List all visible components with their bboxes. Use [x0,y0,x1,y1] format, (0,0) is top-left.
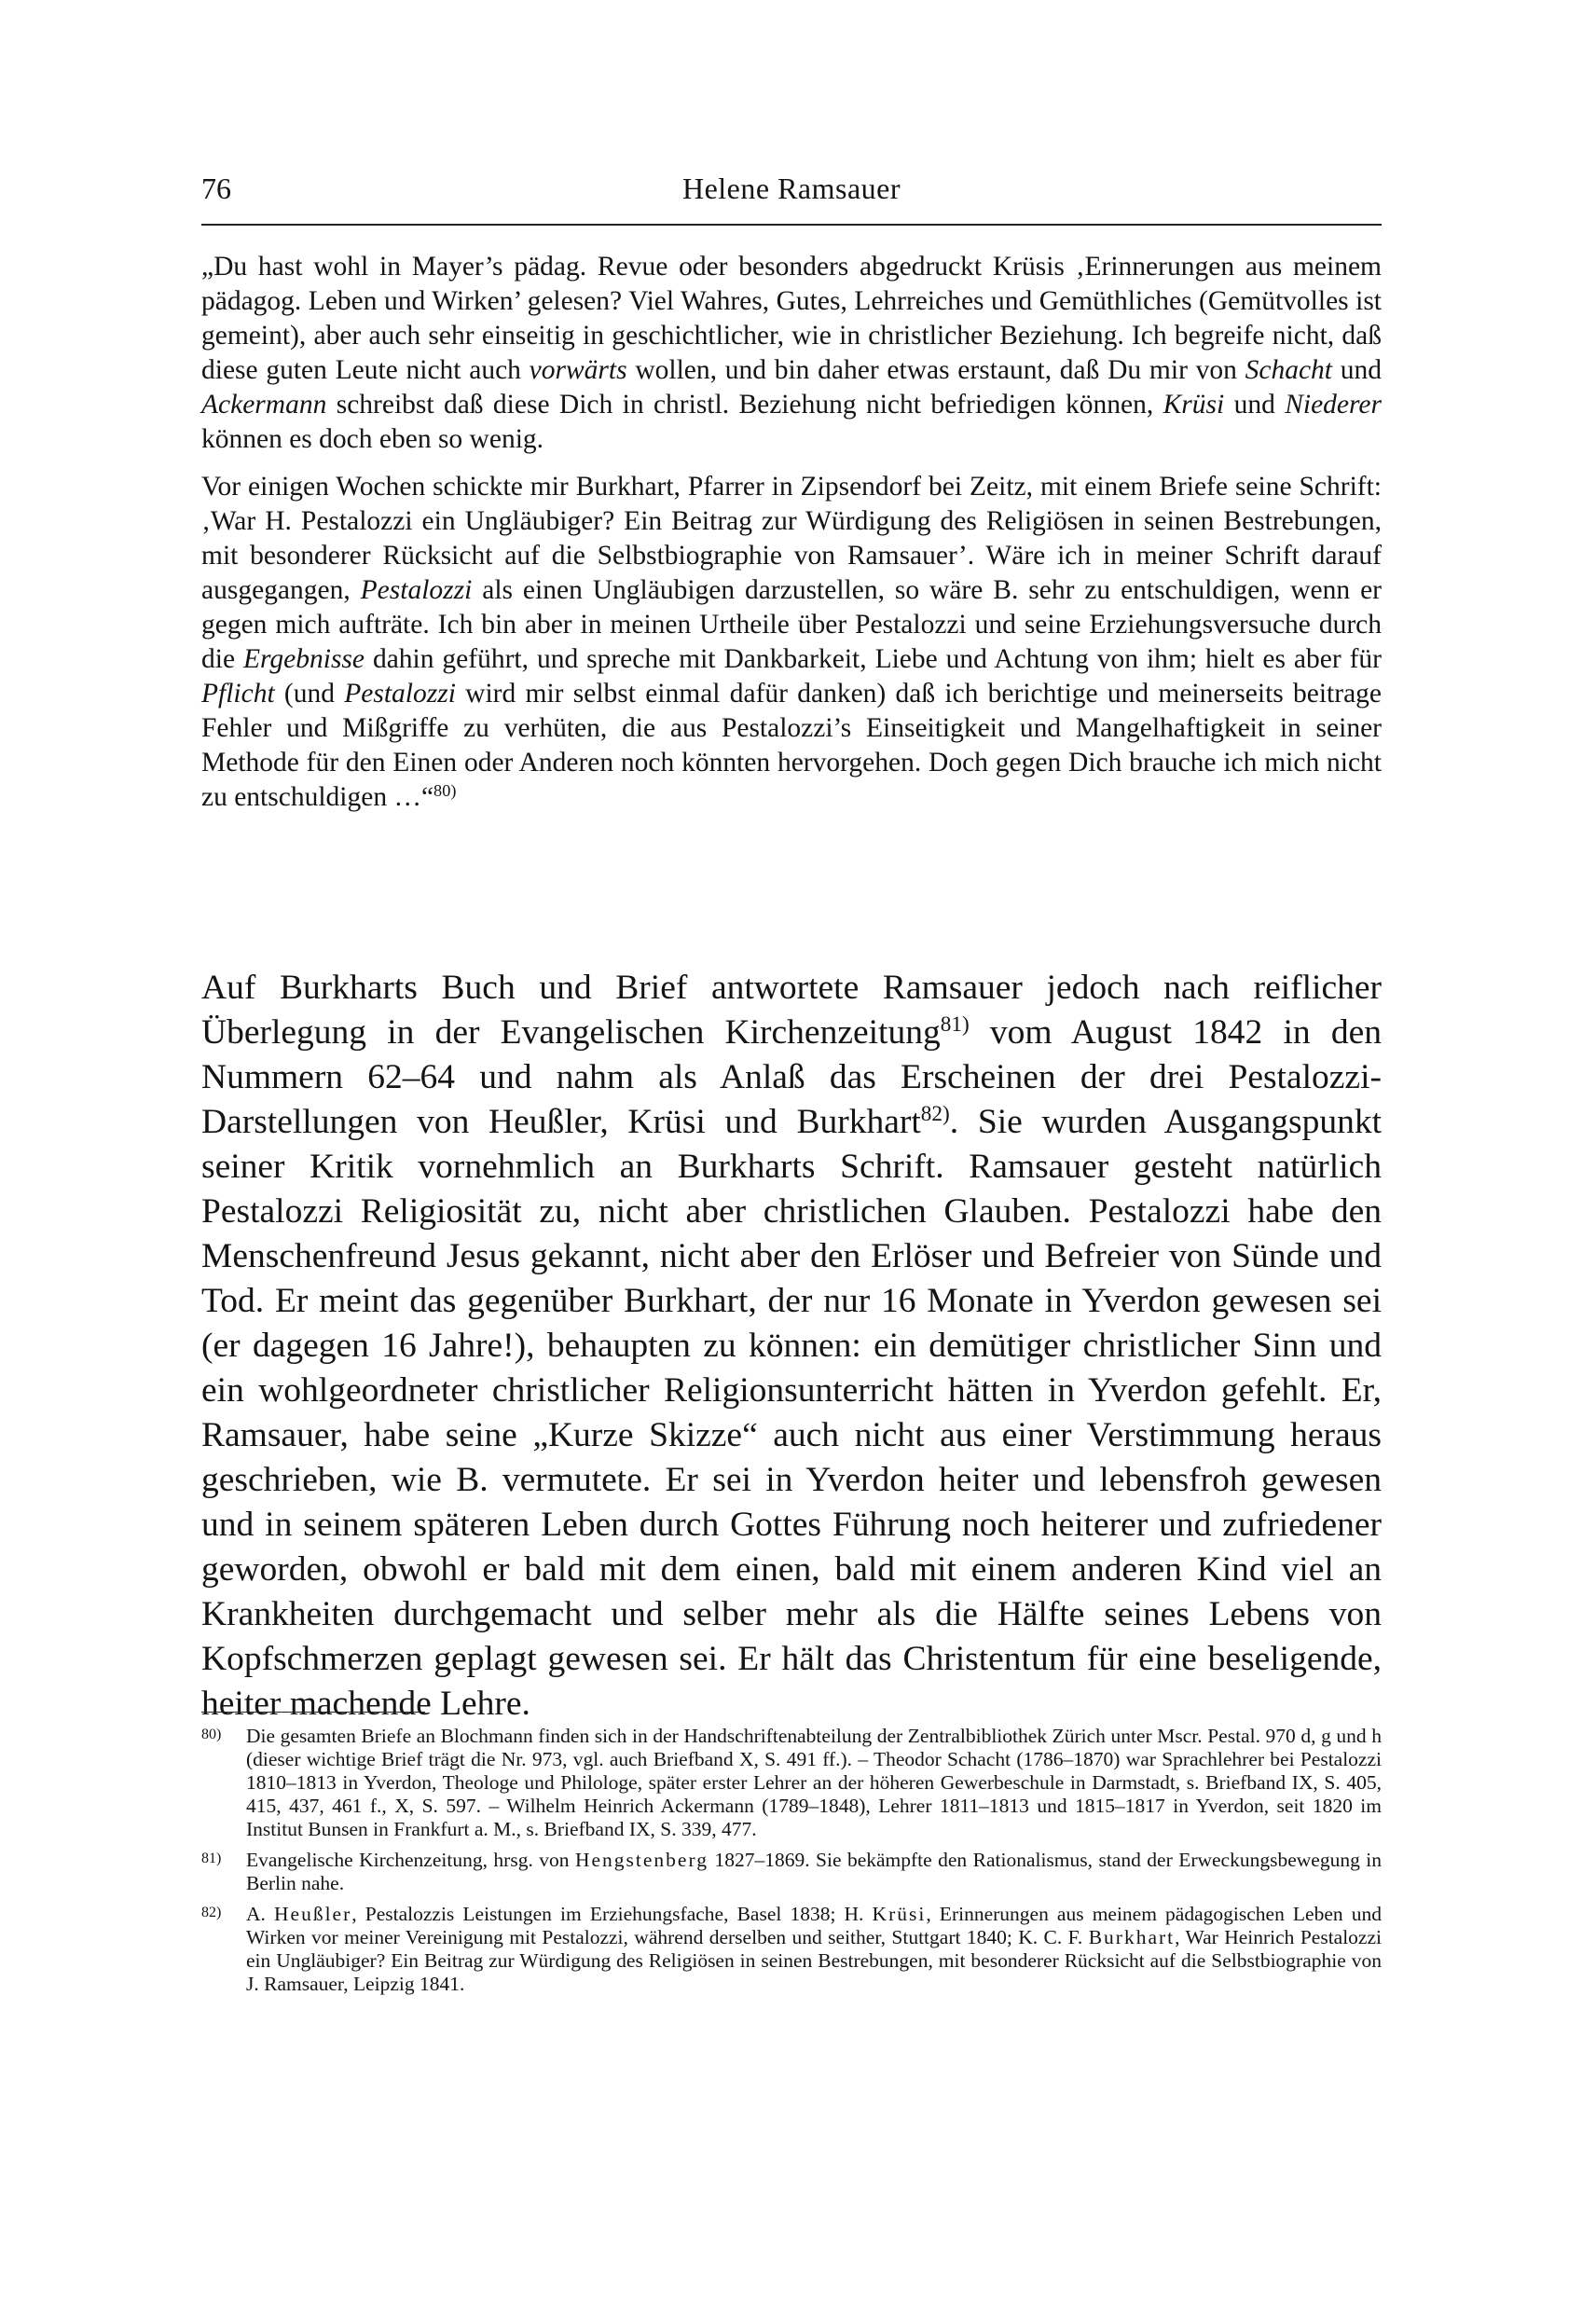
emphasis: Niederer [1285,390,1382,420]
footnote-segment: , War Heinrich Pestalozzi ein Ungläubiger? Ein Beitrag zur Würdigung des Religiösen in seinen Bestrebungen, mit besonderer Rücksicht auf die Selbstbiographie von J. Ramsauer, Leipzig 1841. [246,1926,1382,1995]
block-quote [201,250,1382,828]
quote-text: können es doch eben so wenig. [201,424,544,454]
footnote-number: 80) [201,1727,222,1742]
spaced-name: Hengstenberg [574,1849,709,1871]
emphasis: Pflicht [201,679,275,709]
body-text: vom August 1842 in den Nummern 62–64 und nahm als Anlaß das Erscheinen der drei Pestalozzi-Darstellungen von Heußler, Krüsi und Burkhart [201,1013,1382,1141]
footnotes [201,1725,1382,2003]
emphasis: Pestalozzi [344,679,456,709]
emphasis: Pestalozzi [360,575,473,605]
page-number: 76 [201,172,231,205]
footnote-82 [201,1903,1382,1996]
footnote-80 [201,1725,1382,1841]
emphasis: vorwärts [529,355,627,385]
main-paragraph [201,966,1382,1727]
footnote-81 [201,1849,1382,1895]
quote-text: Vor einigen Wochen schickte mir Burkhart, Pfarrer in Zipsendorf bei Zeitz, mit einem Briefe seine Schrift: ‚War H. Pestalozzi ein Ungläubiger? Ein Beitrag zur Würdigung des Religiösen in seinen Bestrebungen, mit besonderer Rücksicht auf die Selbstbiographie von Ramsauer’. Wäre ich in meiner Schrift darauf ausgegangen, [201,472,1382,605]
quote-text: schreibst daß diese Dich in christl. Beziehung nicht befriedigen können, [326,390,1163,420]
footnote-text: Die gesamten Briefe an Blochmann finden sich in der Handschriftenabteilung der Zentralbibliothek Zürich unter Mscr. Pestal. 970 d, g und h (dieser wichtige Brief trägt die Nr. 973, vgl. auch Briefband X, S. 491 ff.). – Theodor Schacht (1786–1870) war Sprachlehrer bei Pestalozzi 1810–1813 in Yverdon, Theologe und Philologe, später erster Lehrer an der höheren Gewerbeschule in Darmstadt, s. Briefband IX, S. 405, 415, 437, 461 f., X, S. 597. – Wilhelm Heinrich Ackermann (1789–1848), Lehrer 1811–1813 und 1815–1817 in Yverdon, seit 1820 im Institut Bunsen in Frankfurt a. M., s. Briefband IX, S. 339, 477. [246,1725,1382,1840]
footnote-text [246,1849,1382,1895]
emphasis: Ergebnisse [243,644,365,674]
quote-text: und [1224,390,1286,420]
emphasis: Schacht [1245,355,1333,385]
footnote-rule [201,1712,425,1713]
spaced-name: Krüsi [872,1903,927,1925]
quote-paragraph-1 [201,250,1382,457]
footnote-number: 81) [201,1851,222,1866]
running-head: Helene Ramsauer [681,172,901,205]
quote-text: als einen Ungläubigen darzustellen, so wäre B. sehr zu entschuldigen, wenn er gegen mich aufträte. Ich bin aber in meinen Urtheile über Pestalozzi und seine Erziehungsversuche durch die [201,575,1382,674]
body-text: Auf Burkharts Buch und Brief antwortete Ramsauer jedoch nach reiflicher Überlegung in der Evangelischen Kirchenzeitung [201,969,1382,1052]
quote-text: dahin geführt, und spreche mit Dankbarkeit, Liebe und Achtung von ihm; hielt es aber für [365,644,1382,674]
footnote-segment: , Erinnerungen aus meinem pädagogischen Leben und Wirken vor meiner Vereinigung mit Pestalozzi, während derselben und seither, Stuttgart 1840; K. C. F. [246,1903,1383,1948]
footnote-segment: Evangelische Kirchenzeitung, hrsg. von [246,1849,575,1871]
footnote-ref-81[interactable]: 81) [940,1012,970,1038]
page-header [201,168,1382,214]
quote-paragraph-2 [201,470,1382,815]
header-rule [201,224,1382,226]
emphasis: Krüsi [1163,390,1225,420]
emphasis: Ackermann [201,390,327,420]
spaced-name: Burkhart [1088,1926,1176,1948]
quote-text: wollen, und bin daher etwas erstaunt, daß Du mir von [626,355,1245,385]
footnote-ref-82[interactable]: 82) [920,1102,950,1127]
quote-text: (und [274,679,345,709]
footnote-number: 82) [201,1905,222,1920]
main-text [201,966,1382,1727]
spaced-name: Heußler [274,1903,352,1925]
footnote-ref-80[interactable]: 80) [433,780,457,800]
quote-text: „Du hast wohl in Mayer’s pädag. Revue oder besonders abgedruckt Krüsis ‚Erinnerungen aus meinem pädagog. Leben und Wirken’ gelesen? Viel Wahres, Gutes, Lehrreiches und Gemüthliches (Gemütvolles ist gemeint), aber auch sehr einseitig in geschichtlicher, wie in christlicher Beziehung. Ich begreife nicht, daß diese guten Leute nicht auch [201,252,1382,385]
footnote-segment: A. [246,1903,275,1925]
quote-text: wird mir selbst einmal dafür danken) daß ich berichtige und meinerseits beitrage Fehler und Mißgriffe zu verhüten, die aus Pestalozzi’s Einseitigkeit und Mangelhaftigkeit in seiner Methode für den Einen oder Anderen noch könnten hervorgehen. Doch gegen Dich brauche ich mich nicht zu entschuldigen …“ [201,679,1383,812]
body-text: . Sie wurden Ausgangspunkt seiner Kritik vornehmlich an Burkharts Schrift. Ramsauer gesteht natürlich Pestalozzi Religiosität zu, nicht aber christlichen Glauben. Pestalozzi habe den Menschenfreund Jesus gekannt, nicht aber den Erlöser und Befreier von Sünde und Tod. Er meint das gegenüber Burkhart, der nur 16 Monate in Yverdon gewesen sei (er dagegen 16 Jahre!), behaupten zu können: ein demütiger christlicher Sinn und ein wohlgeordneter christlicher Religionsunterricht hätten in Yverdon gefehlt. Er, Ramsauer, habe seine „Kurze Skizze“ auch nicht aus einer Verstimmung heraus geschrieben, wie B. vermutete. Er sei in Yverdon heiter und lebensfroh gewesen und in seinem späteren Leben durch Gottes Führung noch heiterer und zufriedener geworden, obwohl er bald mit dem einen, bald mit einem anderen Kind viel an Krankheiten durchgemacht und selber mehr als die Hälfte seines Lebens von Kopfschmerzen geplagt gewesen sei. Er hält das Christentum für eine beseligende, heiter machende Lehre. [201,1103,1382,1723]
footnote-segment: 1827–1869. Sie bekämpfte den Rationalismus, stand der Erweckungsbewegung in Berlin nahe. [246,1849,1382,1894]
footnote-text [246,1903,1382,1996]
footnote-segment: , Pestalozzis Leistungen im Erziehungsfache, Basel 1838; H. [351,1903,873,1925]
quote-text: und [1332,355,1383,385]
